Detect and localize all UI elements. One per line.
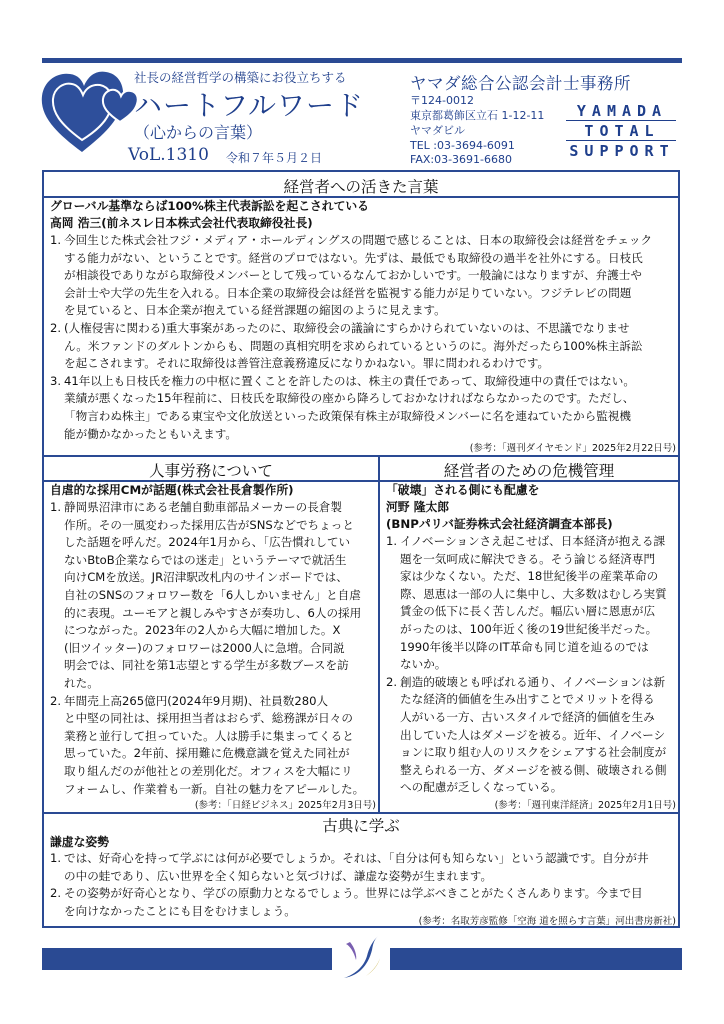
paragraph bbox=[50, 693, 376, 799]
brand-line-total: TOTAL bbox=[584, 122, 660, 140]
paragraph-line: 家は少なくない。ただ、18世紀後半の産業革命の bbox=[400, 569, 659, 584]
paragraph-number: 1. bbox=[50, 851, 62, 865]
section4-lead-title: 謙虚な姿勢 bbox=[50, 835, 109, 849]
paragraph bbox=[50, 850, 676, 885]
column-divider bbox=[378, 456, 380, 812]
paragraph-line: を向けなかったことにも目をむけましょう。 bbox=[64, 903, 296, 918]
paragraph-line: ん。米ファンドのダルトンからも、問題の真相究明を求められているというのに。海外だったら100%株主訴訟 bbox=[64, 338, 643, 353]
paragraph-line: 業績が悪くなった15年程前に、日枝氏を取締役の座から降ろしておかなければならなかったのです。ただし、 bbox=[64, 391, 635, 406]
paragraph-line: 作所。その一風変わった採用広告がSNSなどでちょっと bbox=[64, 517, 354, 532]
firm-tel: TEL :03-3694-6091 bbox=[410, 139, 515, 152]
paragraph-line: ョンに取り組む人のリスクをシェアする社会制度が bbox=[400, 745, 667, 760]
paragraph-line: を見ていると、日本企業が抱えている経営課題の縮図のように見えます。 bbox=[64, 303, 446, 318]
paragraph-line: (人権侵害に関わる)重大事案があったのに、取締役会の議論にすらかけられていないのは、不思議でなりませ bbox=[64, 320, 630, 335]
paragraph-line: を起こされます。それに取締役は善管注意義務違反になりかねない。罪に問われるわけです。 bbox=[64, 356, 550, 371]
firm-address: 東京都葛飾区立石 1-12-11 bbox=[410, 109, 545, 122]
footer-bar-left bbox=[42, 948, 332, 970]
paragraph-line: 明会では、同社を第1志望とする学生が多数ブースを訪 bbox=[64, 658, 349, 673]
section4-body bbox=[50, 850, 676, 920]
paragraph-line: れた。 bbox=[64, 675, 99, 690]
paragraph-line: 能が働かなかったともいえます。 bbox=[64, 426, 237, 441]
postal-code: 〒124-0012 bbox=[410, 94, 474, 107]
paragraph-line: (旧ツイッター)のフォロワーは2000人に急増。合同説 bbox=[64, 640, 345, 655]
section2-title: 人事労務について bbox=[149, 462, 273, 480]
brand-line-yamada: YAMADA bbox=[576, 102, 668, 120]
section3-lead-org: (BNPパリバ証券株式会社経済調査本部長) bbox=[386, 517, 613, 531]
paragraph-line: と中堅の同社は、採用担当者はおらず、総務課が日々の bbox=[64, 711, 353, 726]
paragraph-line: 今回生じた株式会社フジ・メディア・ホールディングスの問題で感じることは、日本の取締役会は経営をチェック bbox=[64, 233, 653, 247]
paragraph-number: 1. bbox=[50, 233, 62, 247]
paragraph-number: 2. bbox=[50, 320, 62, 335]
paragraph-line: 出していた人はダメージを被る。近年、イノベーシ bbox=[400, 727, 666, 742]
paragraph-line: がったのは、100年近く後の19世紀後半だった。 bbox=[400, 621, 658, 636]
paragraph-line: 賃金の低下に長く苦しんだ。幅広い層に恩恵が広 bbox=[400, 604, 656, 619]
paragraph-line: が相談役でありながら取締役メンバーとして残っているなんておかしいです。一般論にはなりますが、弁護士や bbox=[64, 268, 642, 283]
paragraph-line: ないBtoB企業ならではの迷走」というテーマで就活生 bbox=[64, 552, 347, 567]
newsletter-subtitle: （心からの言葉） bbox=[134, 123, 263, 142]
section3-lead-person: 河野 隆太郎 bbox=[386, 500, 450, 514]
section1-lead-person: 高岡 浩三(前ネスレ日本株式会社代表取締役社長) bbox=[50, 216, 313, 230]
firm-fax: FAX:03-3691-6680 bbox=[410, 153, 513, 166]
paragraph-line: イノベーションさえ起こせば、日本経済が抱える課 bbox=[400, 534, 666, 548]
paragraph bbox=[50, 320, 676, 373]
section4-title: 古典に学ぶ bbox=[322, 817, 400, 835]
section3-title: 経営者のための危機管理 bbox=[443, 462, 615, 480]
paragraph-line: 業務と並行して担っていた。人は勝手に集まってくると bbox=[64, 728, 354, 743]
paragraph-line: 創造的破壊とも呼ばれる通り、イノベーションは新 bbox=[400, 674, 666, 689]
paragraph-line: たな経済的価値を生み出すことでメリットを得る bbox=[400, 692, 655, 707]
section2-body bbox=[50, 499, 376, 798]
section3-reference: (参考：「週刊東洋経済」2025年2月1日号) bbox=[494, 800, 676, 811]
paragraph-line: 向けCMを放送。JR沼津駅改札内のサインボードでは、 bbox=[64, 570, 348, 585]
paragraph-line: 年間売上高265億円(2024年9月期)、社員数280人 bbox=[64, 693, 329, 708]
paragraph-line: 取り組んだのが他社との差別化だ。オフィスを大幅にリ bbox=[64, 763, 353, 778]
section1-lead-title: グローバル基準ならば100%株主代表訴訟を起こされている bbox=[50, 199, 369, 213]
paragraph-line: 1990年後半以降のIT革命も同じ道を辿るのでは bbox=[400, 639, 649, 654]
section2-reference: (参考：「日経ビジネス」2025年2月3日号) bbox=[194, 800, 376, 811]
section2-lead-title: 自虐的な採用CMが話題(株式会社長倉製作所) bbox=[50, 483, 294, 497]
paragraph-line: への配慮が乏しくなっている。 bbox=[400, 780, 563, 795]
newsletter-title: ハートフルワード bbox=[134, 89, 365, 122]
brand-divider bbox=[566, 140, 676, 141]
header-tagline: 社長の経営哲学の構築にお役立ちする bbox=[134, 70, 347, 85]
section1-reference: (参考：「週刊ダイヤモンド」2025年2月22日号) bbox=[469, 443, 676, 454]
paragraph-number: 2. bbox=[50, 693, 62, 708]
footer-bar-right bbox=[390, 948, 682, 970]
paragraph bbox=[50, 373, 676, 443]
paragraph bbox=[50, 499, 376, 693]
brand-line-support: SUPPORT bbox=[569, 142, 675, 160]
paragraph-line: の中の蛙であり、広い世界を全く知らないと気づけば、謙虚な姿勢が生まれます。 bbox=[64, 868, 493, 883]
section4-reference: (参考：名取芳彦監修「空海 道を照らす言葉」河出書房新社) bbox=[418, 916, 676, 927]
paragraph-line: 会計士や大学の先生を入れる。日本企業の取締役会は経営を監視する能力が足りていない。フジテレビの問題 bbox=[64, 285, 632, 300]
paragraph-line: 自社のSNSのフォロワー数を「6人しかいません」と自虐 bbox=[64, 587, 361, 602]
paragraph-line: 題を一気呵成に解決できる。そう論じる経済専門 bbox=[400, 551, 656, 566]
volume-number: VoL.1310 bbox=[128, 145, 209, 165]
paragraph-line: フォームし、作業着も一新。自社の魅力をアピールした。 bbox=[64, 781, 365, 796]
paragraph-number: 2. bbox=[386, 674, 398, 689]
paragraph bbox=[386, 674, 678, 797]
paragraph-line: 41年以上も日枝氏を権力の中枢に置くことを許したのは、株主の責任であって、取締役連中の責任ではない。 bbox=[64, 373, 635, 388]
paragraph-line: その姿勢が好奇心となり、学びの原動力となるでしょう。世界には学ぶべきことがたくさんあります。今まで目 bbox=[64, 886, 643, 901]
paragraph-line: では、好奇心を持って学ぶには何が必要でしょうか。それは、「自分は何も知らない」という認識です。自分が井 bbox=[64, 851, 649, 865]
section1-title: 経営者への活きた言葉 bbox=[283, 178, 439, 196]
paragraph-number: 3. bbox=[50, 373, 62, 388]
paragraph-line: ないか。 bbox=[400, 657, 447, 672]
paragraph-line: する能力がない、ということです。経営のプロではない。先ずは、最低でも取締役の過半を社外にする。日枝氏 bbox=[64, 250, 643, 265]
paragraph-number: 1. bbox=[386, 534, 398, 548]
firm-building: ヤマダビル bbox=[410, 124, 465, 137]
paragraph-number: 2. bbox=[50, 886, 62, 901]
paragraph bbox=[386, 533, 678, 674]
paragraph-line: した話題を呼んだ。2024年1月から、「広告慣れしてい bbox=[64, 535, 351, 550]
paragraph-line: 際、恩恵は一部の人に集中し、大多数はむしろ実質 bbox=[400, 586, 667, 601]
yamada-swoosh-icon bbox=[336, 932, 386, 984]
paragraph-line: 思っていた。2年前、採用難に危機意識を覚えた同社が bbox=[64, 746, 350, 761]
paragraph bbox=[50, 232, 676, 320]
paragraph-number: 1. bbox=[50, 500, 62, 514]
issue-date: 令和７年５月２日 bbox=[226, 151, 323, 165]
paragraph-line: 人がいる一方、古いスタイルで経済的価値を生み bbox=[400, 709, 655, 724]
section3-body bbox=[386, 533, 678, 797]
firm-name: ヤマダ総合公認会計士事務所 bbox=[410, 74, 631, 93]
paragraph-line: 静岡県沼津市にある老舗自動車部品メーカーの長倉製 bbox=[64, 500, 343, 514]
paragraph-line: 的に表現。ユーモアと親しみやすさが奏功し、6人の採用 bbox=[64, 605, 362, 620]
header-top-rule bbox=[42, 58, 682, 63]
section1-body bbox=[50, 232, 676, 443]
brand-divider bbox=[566, 120, 676, 121]
section3-lead-title: 「破壊」される側にも配慮を bbox=[386, 483, 540, 497]
paragraph-line: 整えられる一方、ダメージを被る側、破壊される側 bbox=[400, 762, 667, 777]
paragraph-line: につながった。2023年の2人から大幅に増加した。X bbox=[64, 623, 341, 638]
paragraph-line: 「物言わぬ株主」である東宝や文化放送といった政策保有株主が取締役メンバーに名を連ねていたから監視機 bbox=[64, 408, 631, 423]
section-divider bbox=[44, 455, 678, 457]
